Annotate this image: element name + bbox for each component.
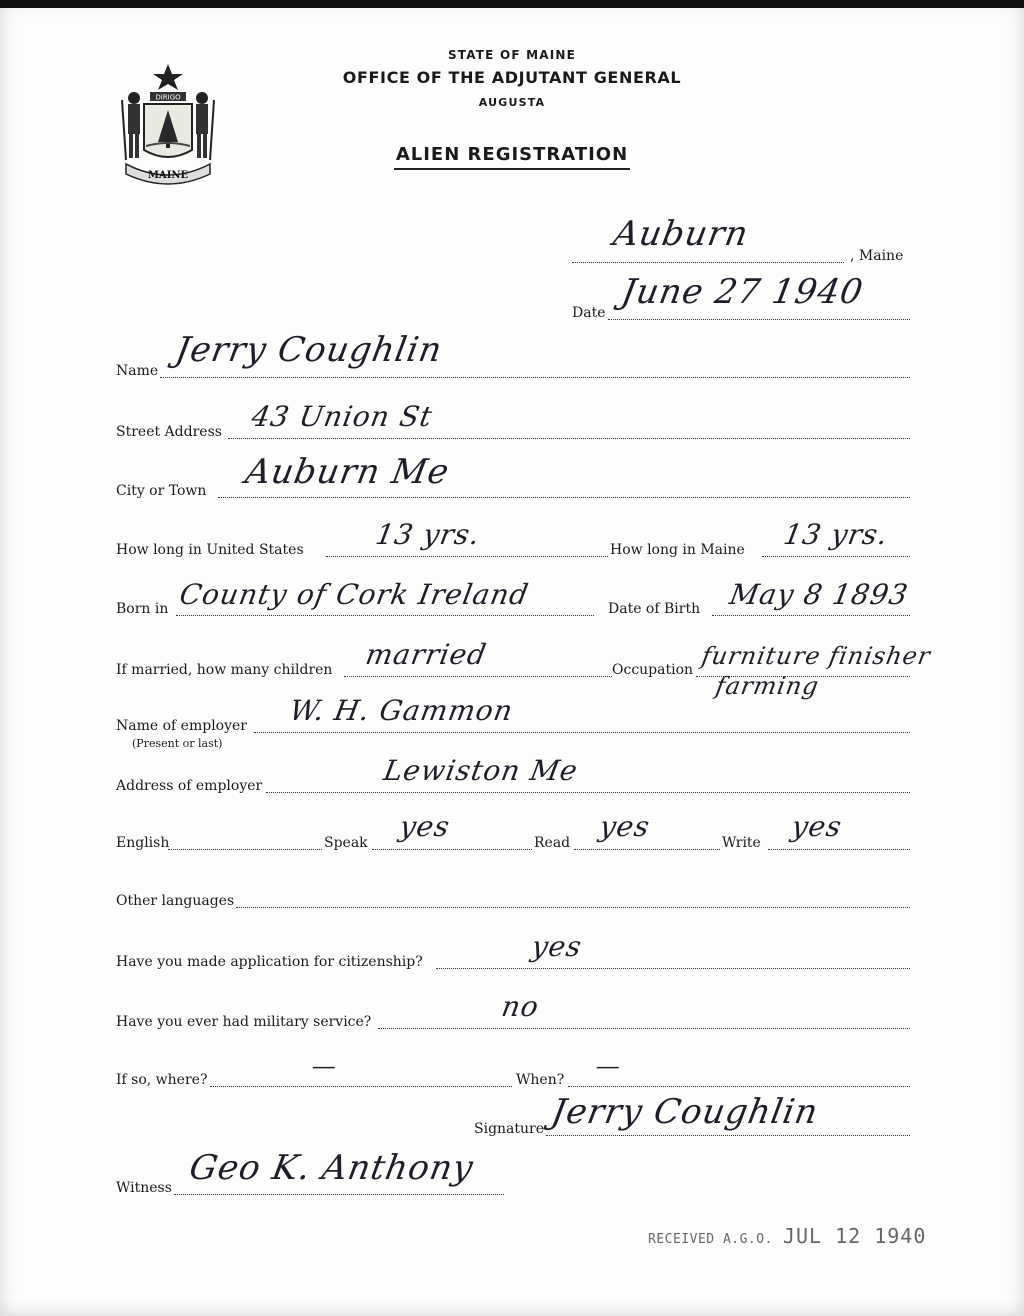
write-value: yes bbox=[789, 810, 845, 843]
citizenship-value: yes bbox=[529, 930, 585, 963]
write-label: Write bbox=[722, 835, 761, 851]
city-town-label: City or Town bbox=[116, 483, 207, 499]
speak-label: Speak bbox=[324, 835, 368, 851]
if-so-label: If so, where? bbox=[116, 1072, 208, 1088]
military-value: no bbox=[499, 990, 542, 1023]
long-us-value: 13 yrs. bbox=[373, 518, 483, 551]
long-maine-value: 13 yrs. bbox=[781, 518, 891, 551]
signature-line bbox=[546, 1135, 910, 1136]
town-line bbox=[572, 262, 844, 263]
when-value: — bbox=[593, 1052, 624, 1080]
stamp-text: RECEIVED A.G.O. bbox=[648, 1232, 773, 1247]
date-label: Date bbox=[572, 305, 606, 321]
dob-line bbox=[712, 615, 910, 616]
married-value: married bbox=[363, 638, 490, 671]
employer-addr-value: Lewiston Me bbox=[381, 754, 581, 787]
city-town-line bbox=[218, 497, 910, 498]
witness-value: Geo K. Anthony bbox=[186, 1148, 477, 1188]
read-value: yes bbox=[597, 810, 653, 843]
name-line bbox=[160, 377, 910, 378]
seal-motto: DIRIGO bbox=[155, 93, 181, 102]
other-lang-label: Other languages bbox=[116, 893, 235, 909]
witness-line bbox=[174, 1194, 504, 1195]
military-line bbox=[378, 1028, 910, 1029]
other-lang-line bbox=[236, 907, 910, 908]
read-line bbox=[574, 849, 720, 850]
occupation-label: Occupation bbox=[612, 662, 694, 678]
stamp-date: JUL 12 1940 bbox=[782, 1224, 927, 1248]
long-us-line bbox=[326, 556, 608, 557]
married-label: If married, how many children bbox=[116, 662, 333, 678]
witness-label: Witness bbox=[116, 1180, 172, 1196]
employer-label: Name of employer bbox=[116, 718, 247, 734]
born-in-label: Born in bbox=[116, 601, 169, 617]
married-line bbox=[344, 676, 612, 677]
speak-value: yes bbox=[397, 810, 453, 843]
street-label: Street Address bbox=[116, 424, 222, 440]
military-label: Have you ever had military service? bbox=[116, 1014, 372, 1030]
long-maine-line bbox=[762, 556, 910, 557]
write-line bbox=[768, 849, 910, 850]
form-title bbox=[0, 144, 1024, 165]
born-in-value: County of Cork Ireland bbox=[177, 578, 532, 611]
header-city: AUGUSTA bbox=[478, 96, 546, 109]
dob-label: Date of Birth bbox=[608, 601, 701, 617]
street-line bbox=[228, 438, 910, 439]
when-label: When? bbox=[516, 1072, 565, 1088]
read-label: Read bbox=[534, 835, 571, 851]
long-maine-label: How long in Maine bbox=[610, 542, 745, 558]
employer-value: W. H. Gammon bbox=[287, 694, 516, 727]
citizenship-label: Have you made application for citizenship? bbox=[116, 954, 423, 970]
employer-sublabel: (Present or last) bbox=[132, 737, 223, 750]
header-state: STATE OF MAINE bbox=[447, 48, 577, 62]
signature-label: Signature bbox=[474, 1121, 545, 1137]
english-label: English bbox=[116, 835, 170, 851]
speak-line bbox=[372, 849, 532, 850]
citizenship-line bbox=[436, 968, 910, 969]
signature-value: Jerry Coughlin bbox=[548, 1092, 822, 1132]
maine-label: , Maine bbox=[850, 248, 904, 264]
name-value: Jerry Coughlin bbox=[172, 330, 446, 370]
date-value: June 27 1940 bbox=[618, 272, 867, 312]
employer-addr-label: Address of employer bbox=[116, 778, 263, 794]
if-so-line bbox=[210, 1086, 512, 1087]
long-us-label: How long in United States bbox=[116, 542, 304, 558]
born-in-line bbox=[176, 615, 594, 616]
dob-value: May 8 1893 bbox=[727, 578, 911, 611]
name-label: Name bbox=[116, 363, 159, 379]
employer-addr-line bbox=[266, 792, 910, 793]
employer-line bbox=[254, 732, 910, 733]
occupation-value-2: farming bbox=[713, 672, 822, 700]
date-line bbox=[608, 319, 910, 320]
city-town-value: Auburn Me bbox=[242, 452, 453, 492]
english-line bbox=[168, 849, 322, 850]
street-value: 43 Union St bbox=[249, 400, 436, 433]
header-office: OFFICE OF THE ADJUTANT GENERAL bbox=[342, 68, 682, 87]
town-value: Auburn bbox=[610, 214, 752, 254]
seal-banner: MAINE bbox=[147, 170, 189, 181]
occupation-value-1: furniture finisher bbox=[699, 642, 933, 670]
received-stamp bbox=[648, 1224, 926, 1248]
form-title-text: ALIEN REGISTRATION bbox=[394, 144, 630, 170]
if-so-value: — bbox=[309, 1052, 340, 1080]
when-line bbox=[568, 1086, 910, 1087]
